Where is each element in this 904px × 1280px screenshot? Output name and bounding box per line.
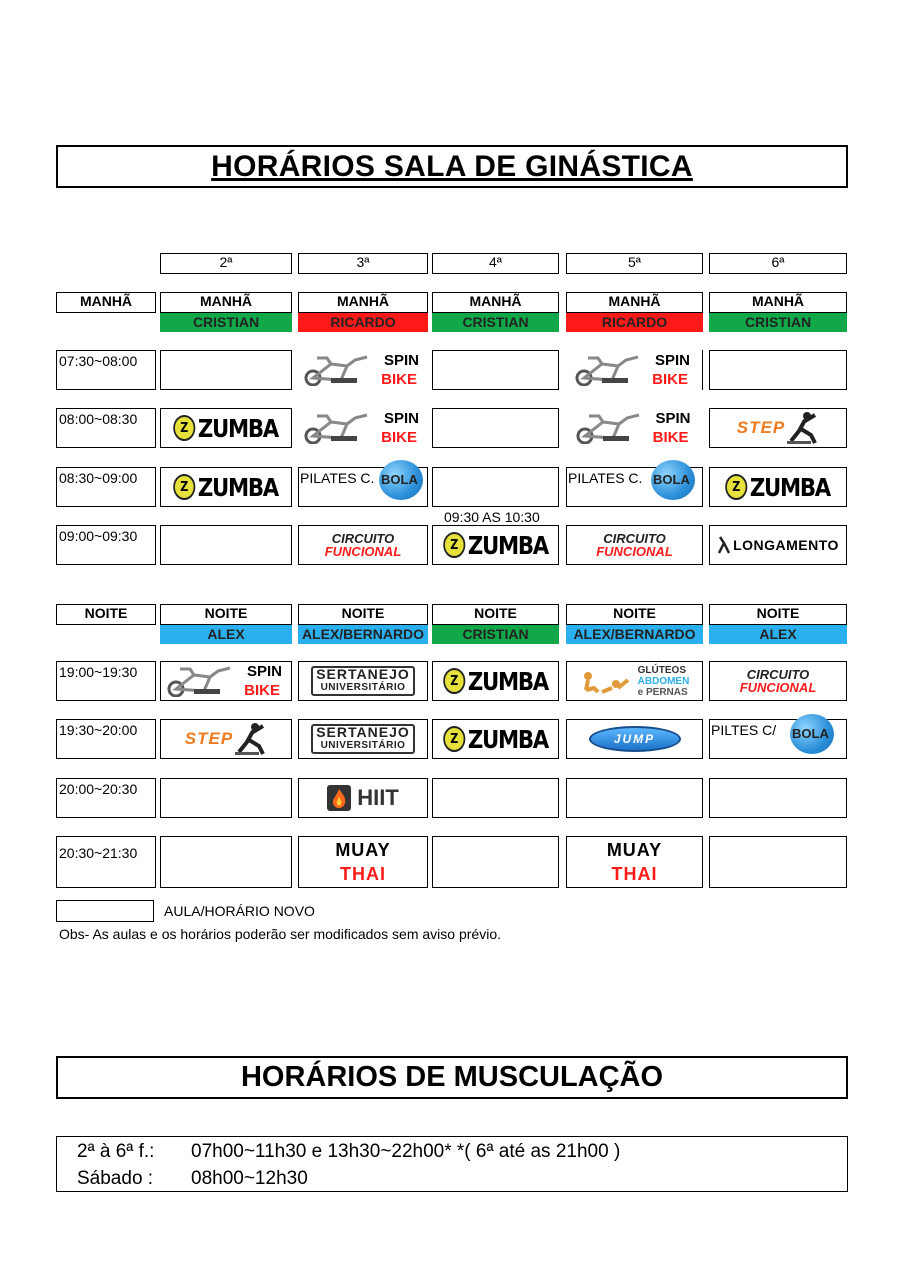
schedule-cell-zumba <box>432 719 559 759</box>
period-header: MANHÃ <box>432 292 559 313</box>
muay-thai-logo <box>335 838 390 886</box>
period-header: NOITE <box>160 604 292 625</box>
schedule-cell <box>160 350 292 390</box>
schedule-cell <box>709 350 847 390</box>
gluteos-logo <box>580 665 690 698</box>
muay-text: MUAY <box>606 840 663 860</box>
zumba-logo <box>443 725 548 754</box>
time-slot: 20:00~20:30 <box>56 778 156 818</box>
bike-icon <box>572 354 644 386</box>
zumba-logo <box>726 473 831 502</box>
funcional-text: FUNCIONAL <box>324 544 402 559</box>
schedule-cell-step <box>709 408 847 448</box>
zumba-logo <box>174 473 279 502</box>
schedule-cell <box>432 408 559 448</box>
schedule-cell <box>432 467 559 507</box>
bike-text: BIKE <box>652 429 689 446</box>
period-header: NOITE <box>298 604 428 625</box>
hiit-text: HIIT <box>357 785 399 810</box>
schedule-cell <box>160 778 292 818</box>
period-header: NOITE <box>566 604 703 625</box>
zumba-text: ZUMBA <box>467 724 548 754</box>
stepper-figure-icon <box>787 411 819 445</box>
musculacao-title-box <box>56 1056 848 1099</box>
stretch-figure-icon <box>717 535 731 555</box>
bike-icon <box>164 665 236 697</box>
instructor-badge: ALEX/BERNARDO <box>298 625 428 644</box>
pernas-text: e PERNAS <box>637 686 688 698</box>
page-title: HORÁRIOS SALA DE GINÁSTICA <box>211 149 693 183</box>
bike-icon <box>301 412 373 444</box>
zumba-text: ZUMBA <box>750 472 831 502</box>
schedule-cell-spin-bike <box>298 408 428 448</box>
time-slot: 19:00~19:30 <box>56 661 156 701</box>
schedule-cell-sertanejo <box>298 719 428 759</box>
schedule-cell <box>432 836 559 888</box>
schedule-cell-zumba <box>160 467 292 507</box>
muay-text: MUAY <box>335 840 391 860</box>
circuito-funcional-logo <box>596 532 673 558</box>
exercise-figures-icon <box>580 668 634 694</box>
legend-label: AULA/HORÁRIO NOVO <box>164 903 315 919</box>
step-text: STEP <box>184 729 234 748</box>
musculacao-title: HORÁRIOS DE MUSCULAÇÃO <box>240 1061 664 1093</box>
day-header-tue: 3ª <box>298 253 428 274</box>
zumba-icon: Z <box>443 532 465 558</box>
page-title-box <box>56 145 848 188</box>
pilates-text: PILATES C. <box>300 470 375 486</box>
schedule-cell-circuito <box>709 661 847 701</box>
zumba-text: ZUMBA <box>198 413 279 443</box>
musculacao-hours-box <box>56 1136 848 1192</box>
period-header: NOITE <box>432 604 559 625</box>
funcional-text: FUNCIONAL <box>739 680 817 695</box>
schedule-cell-spin-bike <box>160 661 292 701</box>
zumba-icon: Z <box>443 726 465 752</box>
time-slot: 08:00~08:30 <box>56 408 156 448</box>
muay-thai-logo <box>607 838 662 886</box>
schedule-cell <box>432 778 559 818</box>
time-slot: 19:30~20:00 <box>56 719 156 759</box>
pilates-logo <box>299 468 427 506</box>
schedule-cell-pilates <box>566 467 703 507</box>
observation-note: Obs- As aulas e os horários poderão ser modificados sem aviso prévio. <box>59 926 501 942</box>
bike-text: BIKE <box>652 371 688 388</box>
alongamento-text: LONGAMENTO <box>733 537 839 553</box>
instructor-badge: ALEX <box>709 625 847 644</box>
schedule-cell-step <box>160 719 292 759</box>
saturday-hours: 08h00~12h30 <box>191 1168 308 1189</box>
zumba-text: ZUMBA <box>467 530 548 560</box>
zumba-icon: Z <box>174 474 196 500</box>
schedule-cell <box>160 525 292 565</box>
step-text: STEP <box>736 418 786 437</box>
saturday-label: Sábado : <box>77 1168 154 1189</box>
instructor-badge: CRISTIAN <box>160 313 292 332</box>
circuito-text: CIRCUITO <box>746 667 810 682</box>
schedule-cell-circuito <box>298 525 428 565</box>
instructor-badge: CRISTIAN <box>432 625 559 644</box>
pilates-text: PILTES C/ <box>711 722 777 738</box>
night-label: NOITE <box>56 604 156 625</box>
spin-text: SPIN <box>246 663 282 680</box>
spin-text: SPIN <box>383 410 419 427</box>
schedule-cell-pilates <box>709 719 847 759</box>
pilates-logo <box>567 468 702 506</box>
spin-bike-logo <box>299 410 427 446</box>
time-slot: 08:30~09:00 <box>56 467 156 507</box>
day-header-thu: 5ª <box>566 253 703 274</box>
day-header-mon: 2ª <box>160 253 292 274</box>
zumba-icon: Z <box>726 474 748 500</box>
spin-bike-logo <box>162 663 290 699</box>
universitario-text: UNIVERSITÁRIO <box>320 682 406 693</box>
schedule-cell <box>709 836 847 888</box>
zumba-icon: Z <box>174 415 196 441</box>
zumba-logo <box>174 414 279 443</box>
schedule-cell-spin-bike <box>566 408 703 448</box>
thai-text: THAI <box>611 864 658 884</box>
bike-icon <box>301 354 373 386</box>
weekday-label: 2ª à 6ª f.: <box>77 1141 155 1162</box>
spin-bike-logo <box>570 352 698 388</box>
spin-bike-logo <box>571 410 699 446</box>
schedule-cell <box>160 836 292 888</box>
zumba-text: ZUMBA <box>198 472 279 502</box>
zumba-icon: Z <box>443 668 465 694</box>
instructor-badge: RICARDO <box>298 313 428 332</box>
gluteos-text: GLÚTEOS <box>637 664 686 676</box>
schedule-cell-spin-bike <box>298 350 428 390</box>
weekday-hours: 07h00~11h30 e 13h30~22h00* *( 6ª até as 21h00 ) <box>191 1141 621 1162</box>
thai-text: THAI <box>339 864 386 884</box>
period-header: MANHÃ <box>298 292 428 313</box>
time-slot: 07:30~08:00 <box>56 350 156 390</box>
schedule-cell <box>709 778 847 818</box>
schedule-cell-zumba <box>160 408 292 448</box>
zumba-logo <box>443 531 548 560</box>
spin-text: SPIN <box>655 410 691 427</box>
circuito-text: CIRCUITO <box>603 531 666 546</box>
period-header: MANHÃ <box>566 292 703 313</box>
spin-text: SPIN <box>654 352 690 369</box>
instructor-badge: ALEX/BERNARDO <box>566 625 703 644</box>
period-header: NOITE <box>709 604 847 625</box>
bike-icon <box>573 412 645 444</box>
schedule-cell-gluteos <box>566 661 703 701</box>
bola-text: BOLA <box>653 472 690 487</box>
sertanejo-logo <box>311 666 415 696</box>
spin-text: SPIN <box>383 352 419 369</box>
universitario-text: UNIVERSITÁRIO <box>320 740 406 751</box>
sertanejo-text: SERTANEJO <box>316 666 410 682</box>
alongamento-logo <box>717 535 839 555</box>
schedule-cell-jump <box>566 719 703 759</box>
spin-bike-logo <box>299 352 427 388</box>
schedule-cell <box>432 350 559 390</box>
instructor-badge: CRISTIAN <box>432 313 559 332</box>
day-header-wed: 4ª <box>432 253 559 274</box>
schedule-cell-zumba <box>432 661 559 701</box>
schedule-cell-zumba <box>432 525 559 565</box>
schedule-cell-muay-thai <box>298 836 428 888</box>
sertanejo-logo <box>311 724 415 754</box>
zumba-logo <box>443 667 548 696</box>
circuito-text: CIRCUITO <box>331 531 395 546</box>
funcional-text: FUNCIONAL <box>596 544 673 559</box>
schedule-cell-sertanejo <box>298 661 428 701</box>
bike-text: BIKE <box>381 429 417 446</box>
schedule-cell-zumba <box>709 467 847 507</box>
fire-icon <box>327 785 351 811</box>
schedule-cell-pilates <box>298 467 428 507</box>
stepper-figure-icon <box>235 722 267 756</box>
pilates-logo <box>710 720 846 758</box>
pilates-text: PILATES C. <box>568 470 643 486</box>
hiit-logo <box>327 785 399 811</box>
circuito-funcional-logo <box>325 532 402 558</box>
jump-logo: JUMP <box>589 726 681 752</box>
time-slot: 20:30~21:30 <box>56 836 156 888</box>
period-header: MANHÃ <box>160 292 292 313</box>
instructor-badge: RICARDO <box>566 313 703 332</box>
step-logo <box>737 411 819 445</box>
wednesday-time-note: 09:30 AS 10:30 <box>444 509 540 525</box>
schedule-cell-hiit <box>298 778 428 818</box>
zumba-text: ZUMBA <box>467 666 548 696</box>
morning-label: MANHÃ <box>56 292 156 313</box>
bola-text: BOLA <box>792 726 829 741</box>
legend-swatch <box>56 900 154 922</box>
time-slot: 09:00~09:30 <box>56 525 156 565</box>
instructor-badge: ALEX <box>160 625 292 644</box>
schedule-cell-circuito <box>566 525 703 565</box>
circuito-funcional-logo <box>740 668 817 694</box>
schedule-cell-spin-bike <box>566 350 703 390</box>
bola-text: BOLA <box>381 472 418 487</box>
schedule-cell-muay-thai <box>566 836 703 888</box>
period-header: MANHÃ <box>709 292 847 313</box>
abdomen-text: ABDOMEN <box>637 675 690 687</box>
sertanejo-text: SERTANEJO <box>316 724 410 740</box>
bike-text: BIKE <box>244 682 280 699</box>
instructor-badge: CRISTIAN <box>709 313 847 332</box>
step-logo <box>185 722 267 756</box>
bike-text: BIKE <box>381 371 417 388</box>
day-header-fri: 6ª <box>709 253 847 274</box>
schedule-cell-alongamento <box>709 525 847 565</box>
schedule-cell <box>566 778 703 818</box>
